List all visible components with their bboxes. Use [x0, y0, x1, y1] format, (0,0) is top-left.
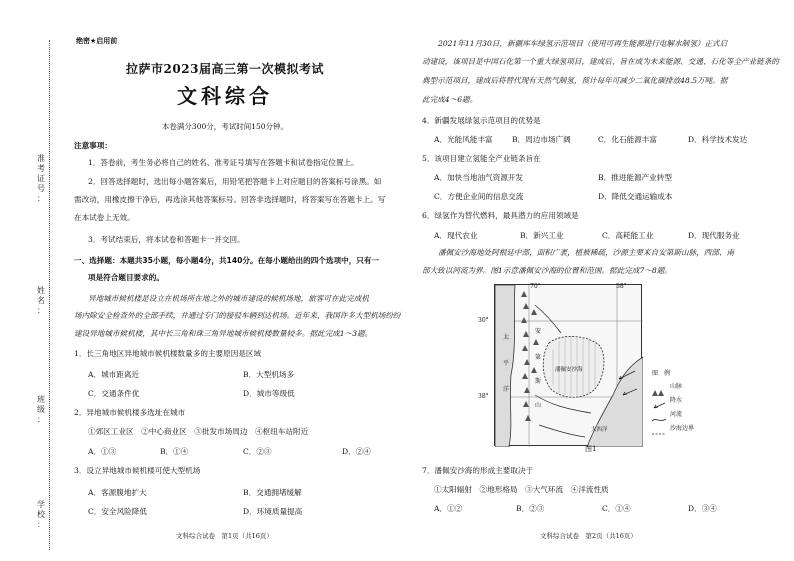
q5-option-a[interactable]: A．加快当地油气资源开发	[434, 173, 524, 182]
q7-option-d[interactable]: D．③④	[688, 504, 717, 513]
pacific-char: 洋	[503, 386, 510, 393]
andes-char: 山	[535, 402, 542, 409]
question-4-stem: 4．新疆发展绿氢示范项目的优势是	[422, 116, 541, 125]
legend-mountain: 山脉	[670, 383, 683, 390]
q5-option-d[interactable]: D．降低交通运输成本	[598, 192, 673, 201]
mountain-legend-icon	[652, 381, 666, 389]
binding-label-char: 级	[37, 405, 45, 414]
map-lat-30: 30°	[478, 317, 489, 324]
andes-char: 第	[535, 354, 542, 361]
andes-char: 斯	[535, 378, 542, 385]
q7-option-c[interactable]: C．①④	[602, 504, 631, 513]
question-3-stem: 3．设立异地城市候机楼可使大型机场	[74, 466, 201, 475]
precipitation-legend-icon	[652, 395, 666, 403]
river	[539, 425, 585, 437]
binding-label-char: 学	[37, 500, 45, 509]
binding-label-class	[34, 395, 48, 425]
question-5-stem: 5．该项目建立氢能全产业链条旨在	[422, 154, 541, 163]
q2-option-c[interactable]: C．②③	[243, 447, 272, 456]
binding-label-exam-id	[34, 154, 48, 204]
page-left	[60, 0, 401, 561]
page-right	[412, 0, 782, 561]
passage-line: 动建设，该项目是中国石化第一个重大绿氢项目，建成后，旨在成为未来能源、交通、石化等全产业链条的	[422, 57, 779, 66]
passage-line: 2021年11月30日，新疆库车绿氢示范项目（使用可再生能源进行电解水制氢）正式启	[438, 39, 728, 48]
q4-option-d[interactable]: D．科学技术发达	[688, 135, 748, 144]
q2-option-a[interactable]: A．①③	[88, 447, 117, 456]
q7-option-a[interactable]: A．①②	[434, 504, 463, 513]
binding-label-char: 姓	[37, 286, 45, 295]
binding-label-char: 准	[37, 154, 45, 163]
binding-label-char: 校	[37, 510, 45, 519]
binding-label-char: ：	[37, 194, 45, 203]
sand-boundary-legend-icon	[652, 423, 666, 431]
q6-option-c[interactable]: C．高耗能工业	[602, 231, 654, 240]
notice-line: 3．考试结束后，将本试卷和答题卡一并交回。	[88, 235, 245, 244]
q6-option-b[interactable]: B．新兴工业	[520, 231, 564, 240]
passage-line: 异地城市候机楼是设立在机场所在地之外的城市建设的候机场地，旅客可在此完成机	[88, 294, 369, 303]
river	[535, 395, 591, 413]
river-legend-icon	[652, 409, 666, 417]
question-1-stem: 1．长三角地区异地城市候机楼数量多的主要原因是区域	[74, 349, 262, 358]
map-lon-58: 58°	[616, 283, 627, 290]
q4-option-a[interactable]: A．光能风能丰富	[434, 135, 493, 144]
binding-label-char: 班	[37, 395, 45, 404]
legend-river: 河流	[670, 411, 683, 418]
legend-precipitation: 降水	[670, 397, 683, 404]
q4-option-b[interactable]: B．周边市场广阔	[512, 135, 571, 144]
exam-title: 拉萨市2023届高三第一次模拟考试	[126, 62, 324, 76]
binding-label-name	[34, 286, 48, 316]
q1-option-c[interactable]: C．交通条件优	[88, 389, 140, 398]
map-lat-38: 38°	[478, 393, 489, 400]
notice-line: 在本试卷上无效。	[74, 213, 135, 222]
binding-label-char: ：	[37, 306, 45, 315]
figure-caption: 图1	[585, 445, 597, 453]
notice-line: 1．答卷前，考生务必将自己的姓名、准考证号填写在答题卡和试卷指定位置上。	[88, 158, 359, 167]
pacific-char: 平	[503, 360, 510, 367]
binding-label-char: 名	[37, 296, 45, 305]
passage-line: 此完成4～6题。	[422, 95, 478, 104]
q7-option-b[interactable]: B．②③	[516, 504, 545, 513]
passage-line: 典型示范项目，建成后将替代现有天然气制氢，预计每年可减少二氧化碳排放48.5万吨。据	[422, 76, 728, 85]
atlantic-label: 大西洋	[591, 427, 608, 433]
q3-option-a[interactable]: A．客源腹地扩大	[88, 488, 147, 497]
question-6-stem: 6．绿氢作为替代燃料，最具潜力的应用领域是	[422, 211, 579, 220]
q3-option-d[interactable]: D．环境质量提高	[243, 507, 303, 516]
q1-option-d[interactable]: D．城市等级低	[243, 389, 295, 398]
q2-option-d[interactable]: D．②④	[342, 447, 371, 456]
part-one-heading-cont: 项是符合题目要求的。	[88, 273, 164, 282]
passage-line: 部大致以河流为界。图1示意潘佩安沙海的位置和范围。据此完成7～8题。	[422, 266, 672, 275]
q6-option-d[interactable]: D．现代服务业	[688, 231, 740, 240]
q1-option-a[interactable]: A．城市距离近	[88, 370, 140, 379]
question-7-stem: 7．潘佩安沙海的形成主要取决于	[422, 466, 534, 475]
notice-line: 需改动，用橡皮擦干净后，再选涂其他答案标号。回答非选择题时，将答案写在答题卡上。写	[74, 195, 386, 204]
pacific-char: 太	[503, 334, 510, 341]
map-figure	[494, 284, 642, 446]
legend-title: 图 例	[652, 370, 671, 377]
binding-label-char: 考	[37, 164, 45, 173]
q6-option-a[interactable]: A．现代农业	[434, 231, 478, 240]
sand-sea-label: 潘佩安沙海	[555, 367, 583, 373]
page-footer-left: 文科综合试卷 第1页（共16页）	[176, 532, 273, 540]
passage-line: 场内除安全检查外的全部手续，并通过专门的接驳车辆到达机场。近年来，我国许多大型机场纷纷	[74, 311, 401, 320]
binding-label-char: 号	[37, 184, 45, 193]
q1-option-b[interactable]: B．大型机场多	[243, 370, 295, 379]
q5-option-b[interactable]: B．推进能源产业转型	[598, 173, 672, 182]
page-footer-right: 文科综合试卷 第2页（共16页）	[540, 532, 637, 540]
binding-label-char: ：	[37, 415, 45, 424]
notice-line: 2．回答选择题时，选出每小题答案后，用铅笔把答题卡上对应题目的答案标号涂黑。如	[88, 177, 382, 186]
part-one-heading: 一、选择题：本题共35小题，每小题4分，共140分。在每小题给出的四个选项中，只有一	[74, 256, 380, 265]
q2-items: ①郊区工业区 ②中心商业区 ③批发市场周边 ④枢纽车站附近	[88, 427, 309, 436]
subject-title: 文科综合	[177, 84, 273, 108]
binding-label-school	[34, 500, 48, 530]
binding-label-char: 证	[37, 174, 45, 183]
binding-label-char: ：	[37, 520, 45, 529]
q3-option-b[interactable]: B．交通拥堵缓解	[243, 488, 302, 497]
map-svg	[495, 285, 643, 447]
binding-line	[49, 40, 50, 550]
notice-heading: 注意事项：	[74, 141, 112, 150]
q3-option-c[interactable]: C．安全风险降低	[88, 507, 147, 516]
q5-option-c[interactable]: C．方便企业间的信息交流	[434, 192, 524, 201]
passage-line: 建设异地城市候机楼，其中长三角和珠三角异地城市候机楼数量较多。据此完成1～3题。	[74, 329, 373, 338]
q2-option-b[interactable]: B．①④	[160, 447, 189, 456]
map-lon-70: 70°	[530, 283, 541, 290]
andes-char: 安	[535, 328, 542, 335]
passage-line: 潘佩安沙海地处阿根廷中部，面积广袤，植被稀疏，沙源主要来自安第斯山脉，西部、南	[438, 248, 735, 257]
score-time-line: 本卷满分300分，考试时间150分钟。	[161, 122, 289, 131]
q4-option-c[interactable]: C．化石能源丰富	[598, 135, 657, 144]
q7-items: ①太阳辐射 ②地形格局 ③大气环流 ④洋流性质	[434, 485, 609, 494]
legend-sand-boundary: 沙海边界	[670, 425, 695, 432]
secret-mark: 绝密★启用前	[76, 37, 118, 45]
question-2-stem: 2．异地城市候机楼多选址在城市	[74, 408, 186, 417]
